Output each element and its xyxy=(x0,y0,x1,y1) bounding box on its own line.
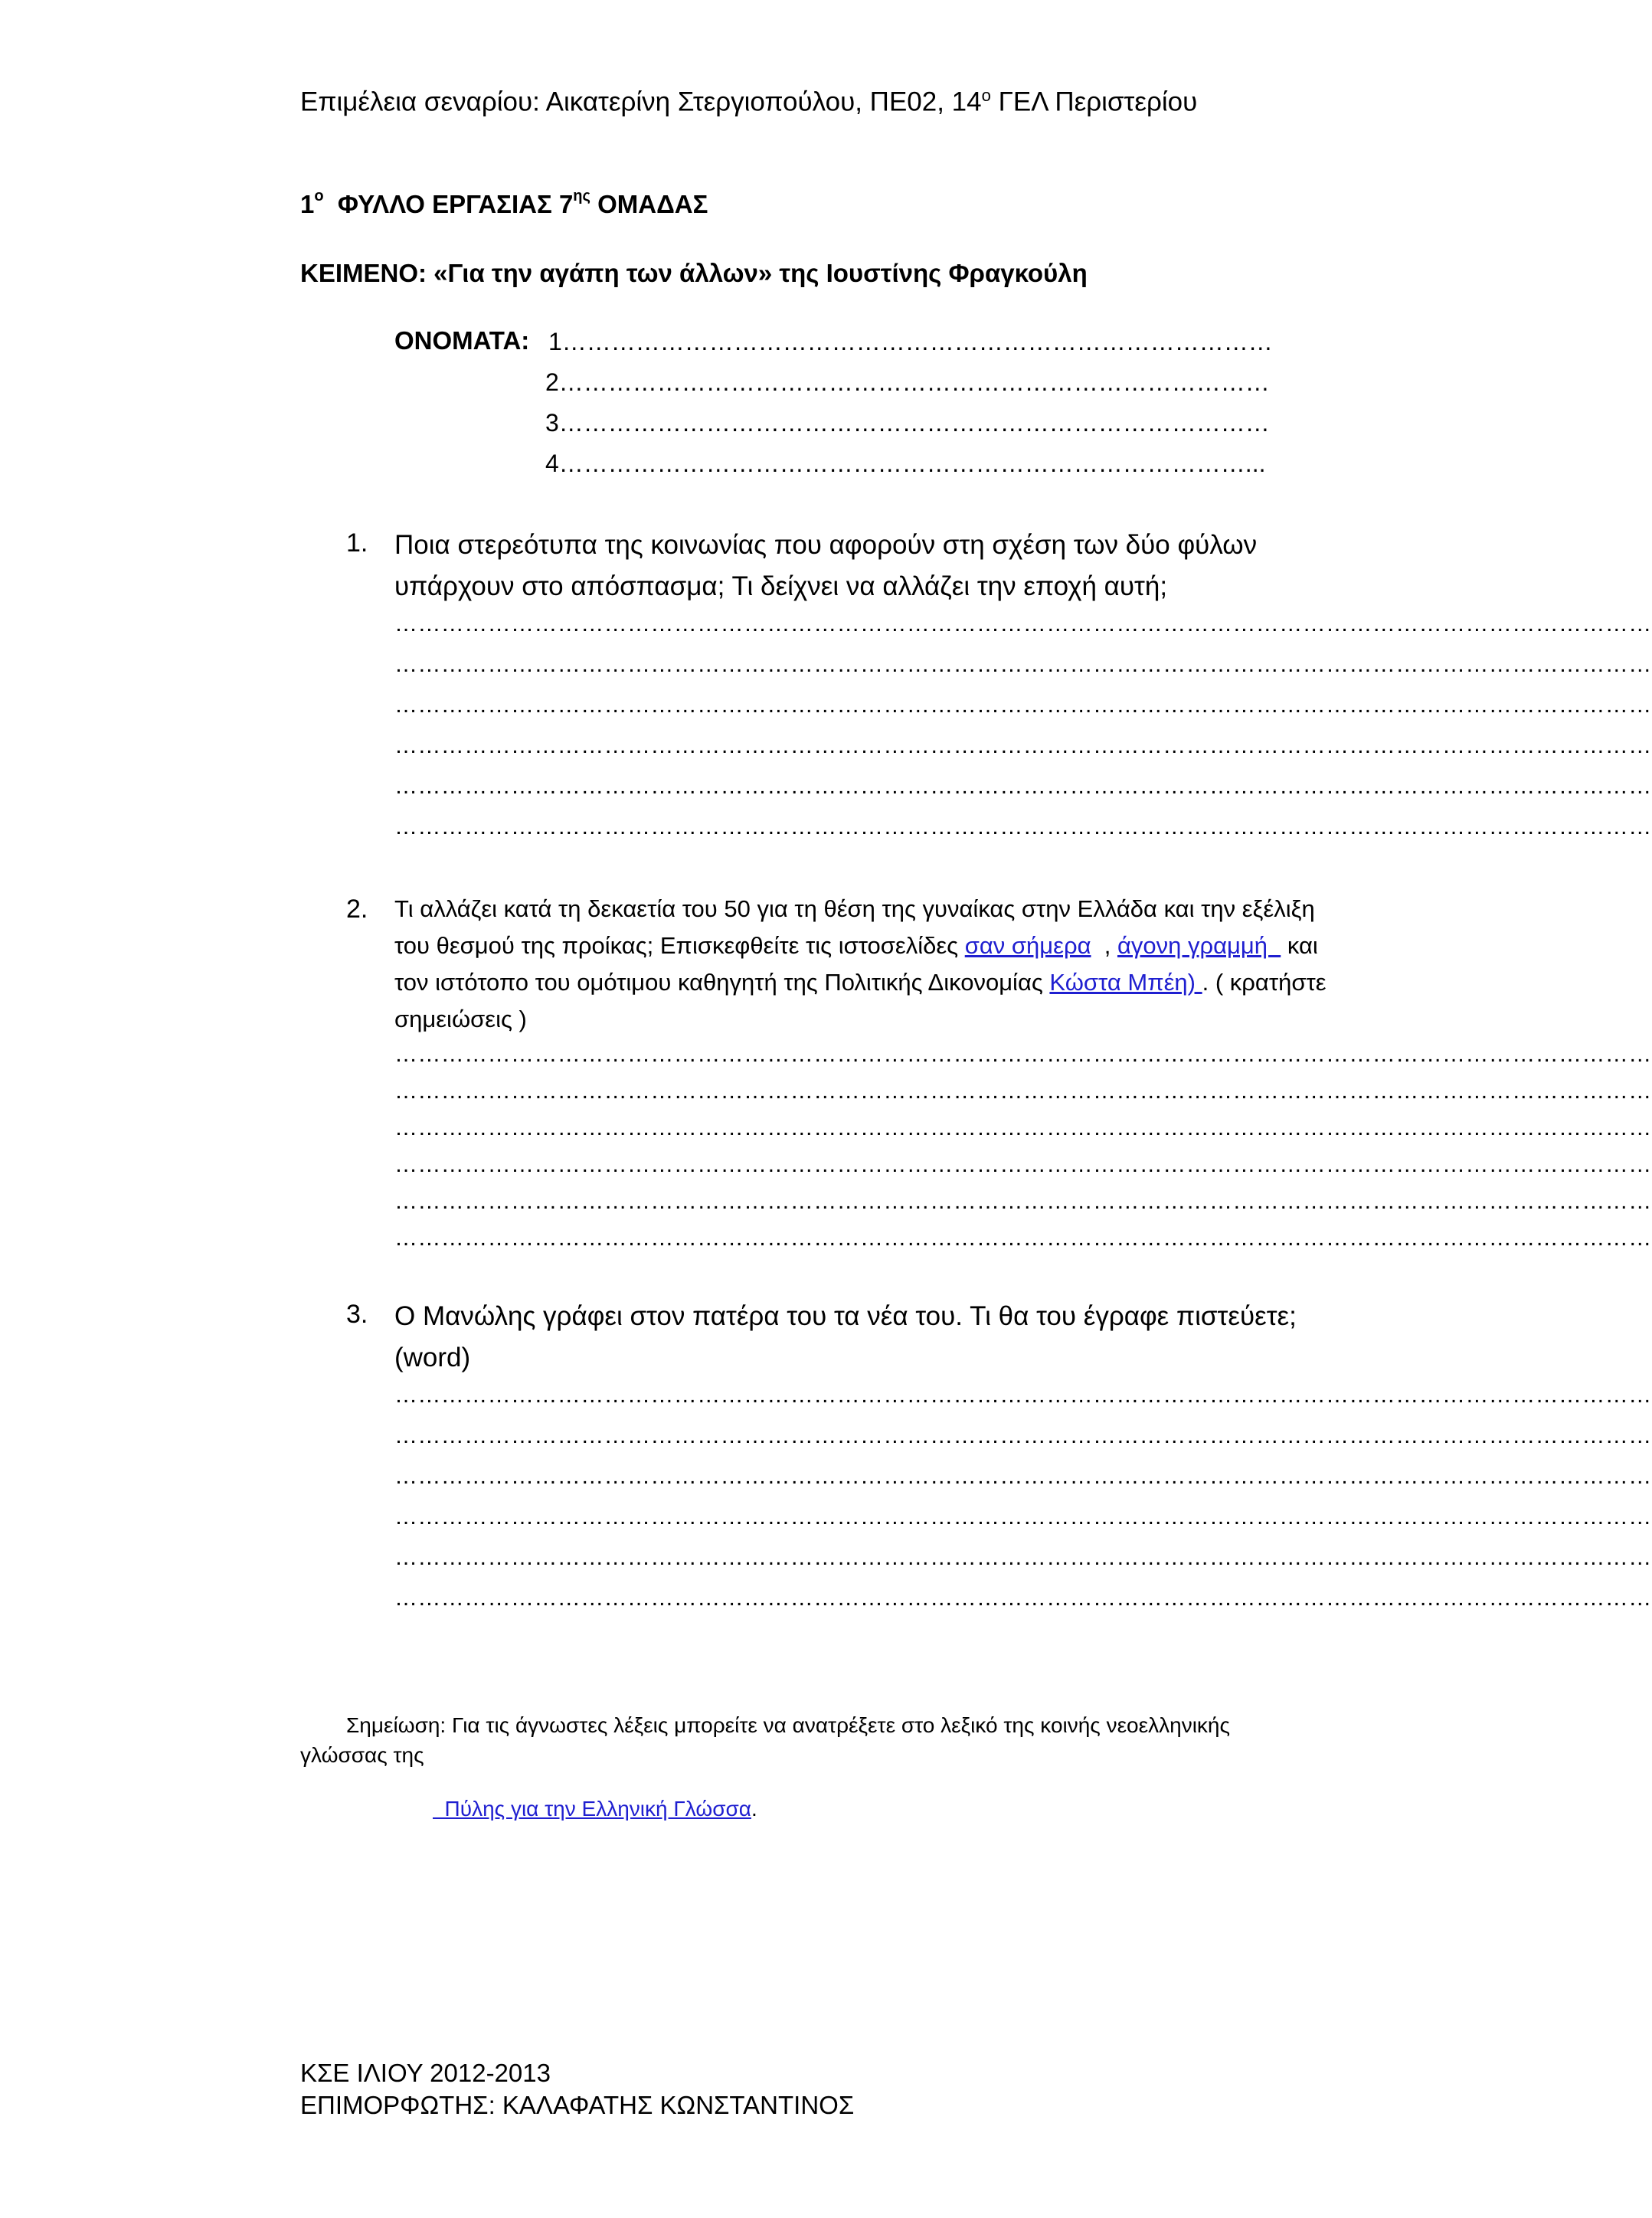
question-3-number: 3. xyxy=(346,1300,368,1329)
name-line-4[interactable]: 4…………………………………………………………………………... xyxy=(545,450,1266,477)
answer-line[interactable]: ……………………………………………………………………………………………………………………………………………… xyxy=(394,1115,1652,1140)
footer-line-1: ΚΣΕ ΙΛΙΟΥ 2012-2013 xyxy=(300,2059,551,2087)
question-1-text: Ποια στερεότυπα της κοινωνίας που αφορούν στη σχέση των δύο φύλων υπάρχουν στο απόσπασμα; Τι δείχνει να αλλάζει την εποχή αυτή; xyxy=(394,530,1258,601)
answer-line[interactable]: ……………………………………………………………………………………………………………………………………………… xyxy=(394,814,1652,839)
portal-period: . xyxy=(751,1797,757,1821)
header-text: Επιμέλεια σεναρίου: Αικατερίνη Στεργιοπούλου, ΠΕ02, 14 xyxy=(300,87,982,117)
portal-line xyxy=(433,1797,757,1821)
note-line-2: γλώσσας της xyxy=(300,1743,424,1767)
answer-line[interactable]: ……………………………………………………………………………………………………………………………………………… xyxy=(394,1382,1652,1408)
title-number: 1 xyxy=(300,190,315,218)
answer-line[interactable]: ……………………………………………………………………………………………………………………………………………… xyxy=(394,1225,1652,1251)
answer-line[interactable]: ……………………………………………………………………………………………………………………………………………… xyxy=(394,733,1652,758)
page-header xyxy=(300,86,1197,118)
answer-line[interactable]: ……………………………………………………………………………………………………………………………………………… xyxy=(394,1504,1652,1529)
title-sup-1: ο xyxy=(314,188,324,204)
answer-line[interactable]: ……………………………………………………………………………………………………………………………………………… xyxy=(394,1545,1652,1570)
question-2-text-d: . ( κρατήστε σημειώσεις ) xyxy=(394,969,1327,1032)
worksheet-title xyxy=(300,190,708,219)
question-2-text xyxy=(394,891,1329,1038)
question-1-number: 1. xyxy=(346,528,368,558)
text-source-line: ΚΕΙΜΕΝΟ: «Για την αγάπη των άλλων» της Ιουστίνης Φραγκούλη xyxy=(300,259,1088,287)
question-2-number: 2. xyxy=(346,895,368,924)
answer-line[interactable]: ……………………………………………………………………………………………………………………………………………… xyxy=(394,774,1652,799)
link-kosta-bei[interactable]: Κώστα Μπέη) xyxy=(1049,969,1202,996)
name-line-3[interactable]: 3…………………………………………………………………………… xyxy=(545,409,1270,437)
names-label: ΟΝΟΜΑΤΑ: xyxy=(394,326,530,355)
note-line-1: Σημείωση: Για τις άγνωστες λέξεις μπορείτε να ανατρέξετε στο λεξικό της κοινής νεοελληνικής xyxy=(346,1713,1230,1737)
answer-line[interactable]: ……………………………………………………………………………………………………………………………………………… xyxy=(394,1152,1652,1177)
answer-line[interactable]: ……………………………………………………………………………………………………………………………………………… xyxy=(394,652,1652,677)
answer-line[interactable]: ……………………………………………………………………………………………………………………………………………… xyxy=(394,1189,1652,1214)
title-middle: ΦΥΛΛΟ ΕΡΓΑΣΙΑΣ 7 xyxy=(323,190,574,218)
question-2-text-a: Τι αλλάζει κατά τη δεκαετία του 50 για τη θέση της γυναίκας στην Ελλάδα και την εξέλιξη του θεσμού της προίκας; Επισκεφθείτε τις ιστοσελίδες xyxy=(394,895,1315,959)
name-line-1[interactable]: 1…………………………………………………………………………… xyxy=(548,328,1273,355)
title-end: ΟΜΑΔΑΣ xyxy=(590,190,708,218)
link-portal-greek-language[interactable]: Πύλης για την Ελληνική Γλώσσα xyxy=(433,1797,751,1821)
answer-line[interactable]: ……………………………………………………………………………………………………………………………………………… xyxy=(394,1464,1652,1489)
answer-line[interactable]: ……………………………………………………………………………………………………………………………………………… xyxy=(394,1078,1652,1104)
question-2-text-b: , xyxy=(1091,932,1117,959)
link-san-simera[interactable]: σαν σήμερα xyxy=(964,932,1091,959)
answer-line[interactable]: ……………………………………………………………………………………………………………………………………………… xyxy=(394,1585,1652,1611)
header-school: ΓΕΛ Περιστερίου xyxy=(990,87,1198,117)
answer-line[interactable]: ……………………………………………………………………………………………………………………………………………… xyxy=(394,611,1652,636)
answer-line[interactable]: ……………………………………………………………………………………………………………………………………………… xyxy=(394,1423,1652,1448)
link-agoni-grammi[interactable]: άγονη γραμμή xyxy=(1117,932,1281,959)
answer-line[interactable]: ……………………………………………………………………………………………………………………………………………… xyxy=(394,692,1652,718)
answer-line[interactable]: ……………………………………………………………………………………………………………………………………………… xyxy=(394,1042,1652,1067)
question-3-text: Ο Μανώλης γράφει στον πατέρα του τα νέα του. Τι θα του έγραφε πιστεύετε; (word) xyxy=(394,1301,1297,1372)
question-2-text-c: και τον ιστότοπο του ομότιμου καθηγητή της Πολιτικής Δικονομίας xyxy=(394,932,1318,996)
title-sup-2: ης xyxy=(573,188,590,204)
name-line-2[interactable]: 2…………………………………………………………………………… xyxy=(545,368,1270,396)
header-superscript: ο xyxy=(981,86,991,105)
footer-line-2: ΕΠΙΜΟΡΦΩΤΗΣ: ΚΑΛΑΦΑΤΗΣ ΚΩΝΣΤΑΝΤΙΝΟΣ xyxy=(300,2091,855,2119)
